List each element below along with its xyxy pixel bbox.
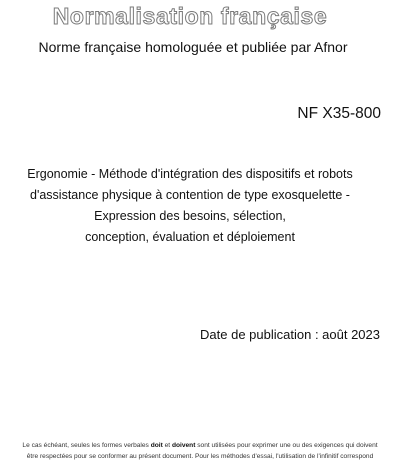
publication-date: Date de publication : août 2023 [200, 327, 380, 342]
standard-reference: NF X35-800 [297, 105, 381, 122]
document-title-line: Expression des besoins, sélection, [94, 209, 286, 223]
document-title [0, 164, 380, 248]
footer-note-line-1 [0, 440, 400, 451]
document-title-line: conception, évaluation et déploiement [85, 230, 295, 244]
header-subtitle: Norme française homologuée et publiée par Afnor [38, 39, 348, 55]
footer-keyword-doit: doit [150, 442, 163, 449]
footer-text: et [162, 442, 172, 449]
footer-note-line-2: être respectées pour se conformer au présent document. Pour les méthodes d'essai, l'utilisation de l'infinitif correspond [26, 453, 374, 460]
footer-keyword-doivent: doivent [171, 442, 196, 449]
document-title-line: Ergonomie - Méthode d'intégration des dispositifs et robots [27, 167, 353, 181]
footer-text: sont utilisées pour exprimer une ou des exigences qui doivent [195, 442, 378, 449]
normalisation-francaise-title: Normalisation française [52, 3, 328, 29]
footer-text: Le cas échéant, seules les formes verbales [22, 442, 151, 449]
footer-note [0, 440, 400, 462]
document-title-line: d'assistance physique à contention de type exosquelette - [30, 188, 350, 202]
